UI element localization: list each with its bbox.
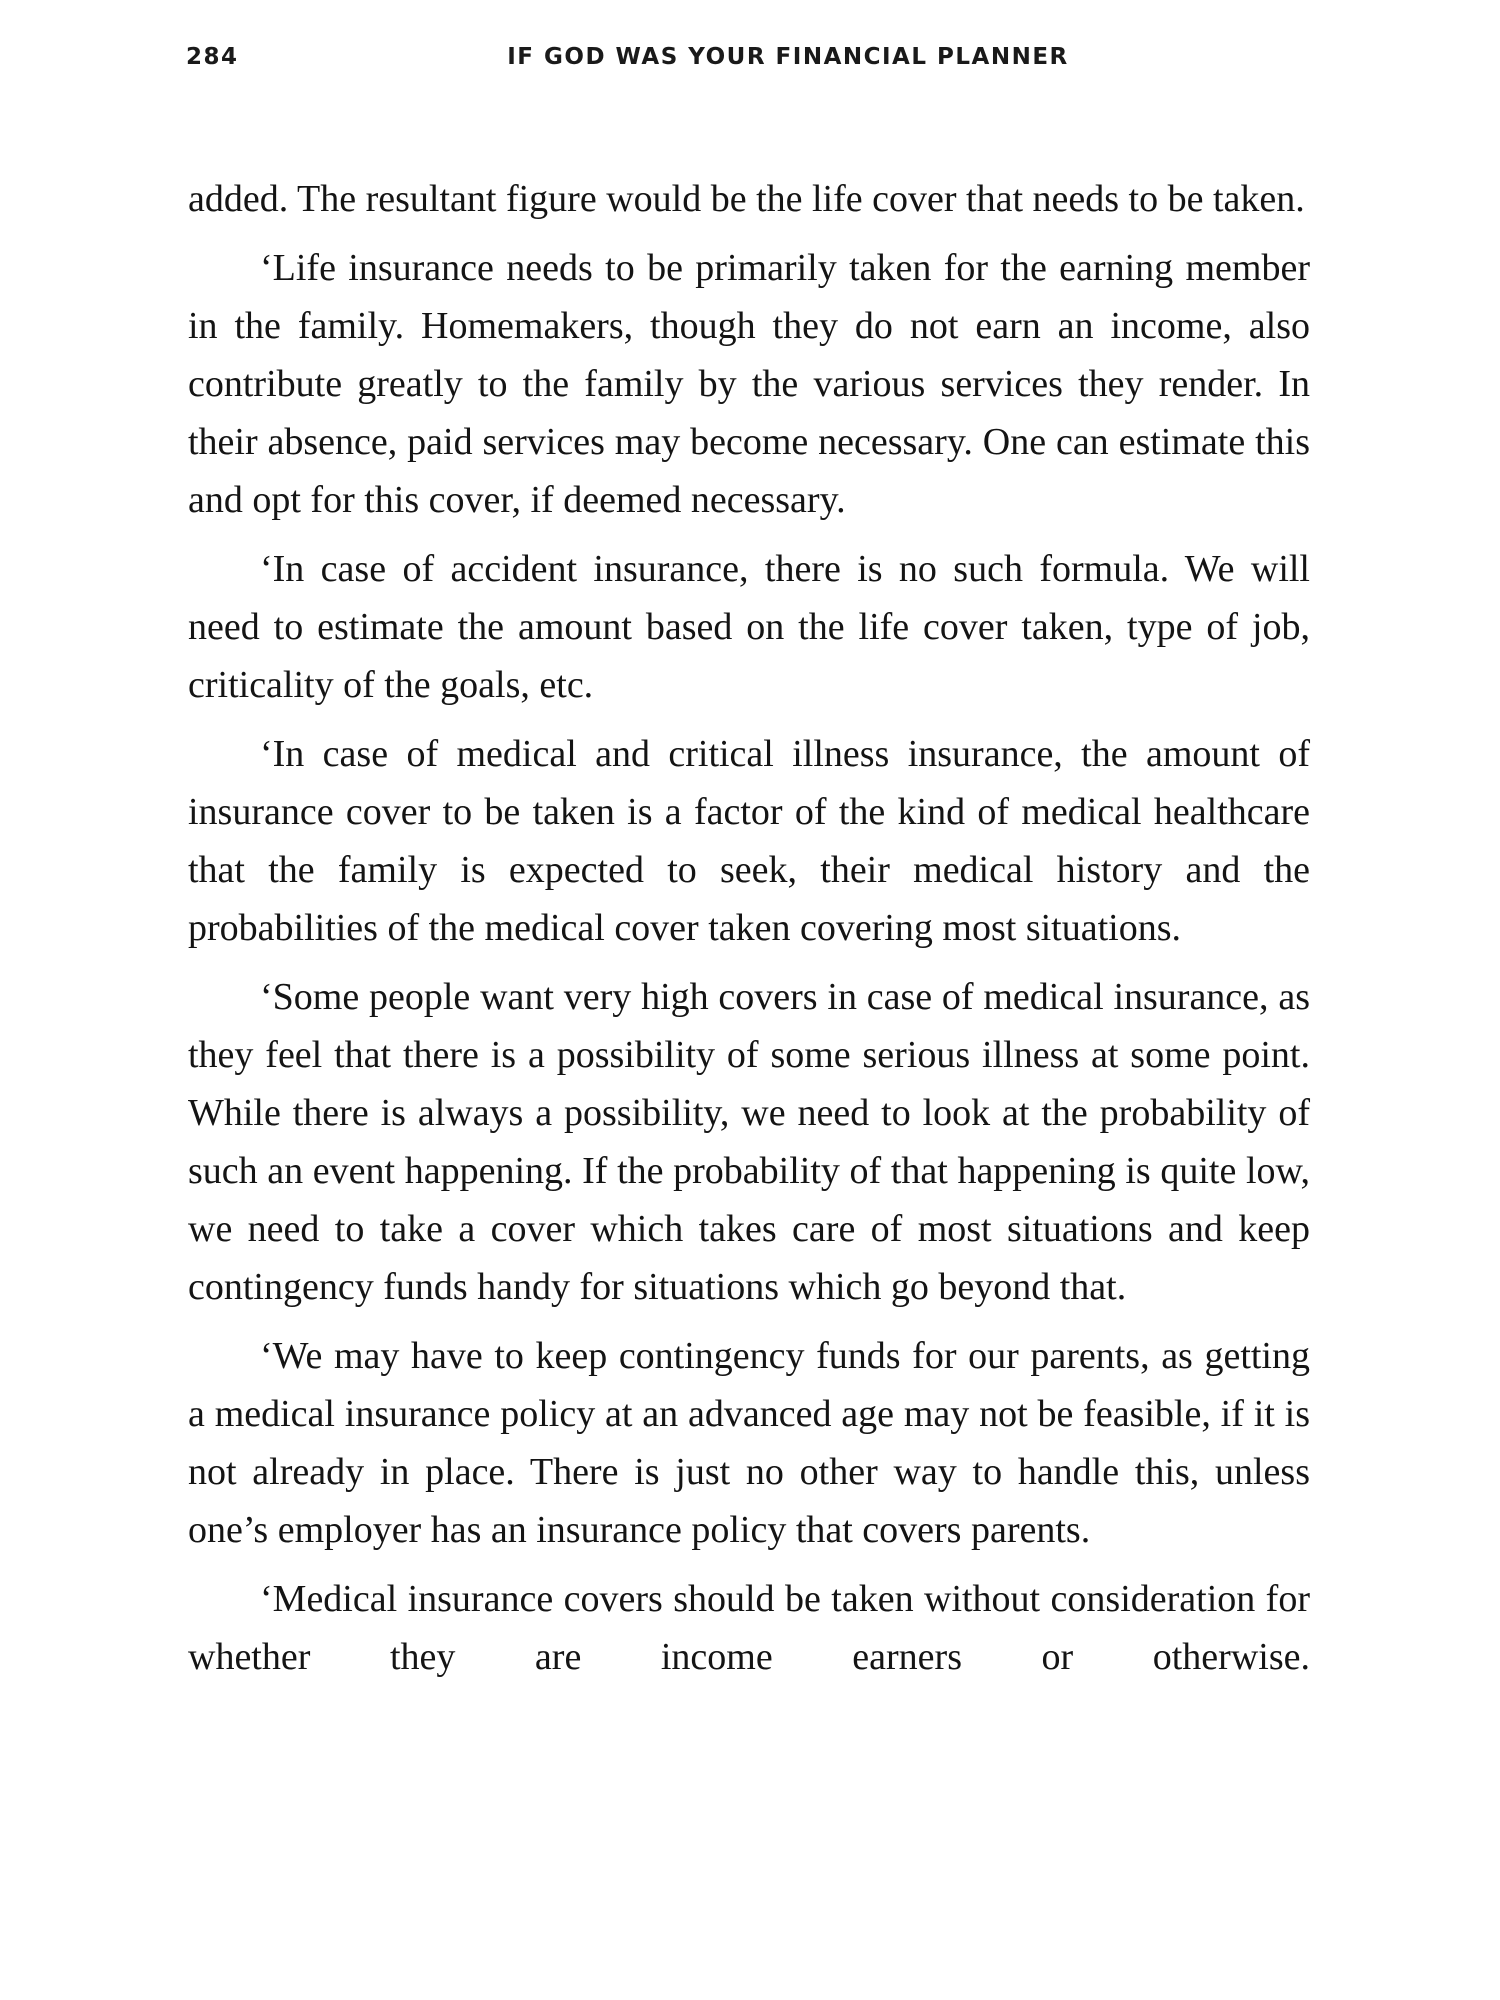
paragraph-continued: added. The resultant figure would be the life cover that needs to be taken. bbox=[188, 178, 1305, 220]
paragraph-medical-insurance: ‘In case of medical and critical illness insurance, the amount of insurance cover to be taken is a factor of the kind of medical healthcare that the family is expected to seek, their medical history and the probabilities of the medical cover taken covering most situations. bbox=[188, 733, 1310, 949]
paragraph-accident-insurance: ‘In case of accident insurance, there is no such formula. We will need to estimate the amount based on the life cover taken, type of job, criticality of the goals, etc. bbox=[188, 548, 1310, 706]
paragraph-high-covers: ‘Some people want very high covers in case of medical insurance, as they feel that there is a possibility of some serious illness at some point. While there is always a possibility, we need to look at the probability of such an event happening. If the probability of that happening is quite low, we need to take a cover which takes care of most situations and keep contingency funds handy for situations which go beyond that. bbox=[188, 976, 1310, 1308]
body-text bbox=[188, 170, 1310, 1697]
paragraph-medical-covers: ‘Medical insurance covers should be taken without consideration for whether they are income earners or otherwise. bbox=[188, 1578, 1310, 1678]
book-title: IF GOD WAS YOUR FINANCIAL PLANNER bbox=[507, 44, 1069, 70]
paragraph-parents-contingency: ‘We may have to keep contingency funds for our parents, as getting a medical insurance policy at an advanced age may not be feasible, if it is not already in place. There is just no other way to handle this, unless one’s employer has an insurance policy that covers parents. bbox=[188, 1335, 1310, 1551]
paragraph-life-insurance: ‘Life insurance needs to be primarily taken for the earning member in the family. Homemakers, though they do not earn an income, also contribute greatly to the family by the various services they render. In their absence, paid services may become necessary. One can estimate this and opt for this cover, if deemed necessary. bbox=[188, 247, 1310, 521]
page-number: 284 bbox=[186, 44, 239, 70]
running-head bbox=[186, 44, 1310, 84]
